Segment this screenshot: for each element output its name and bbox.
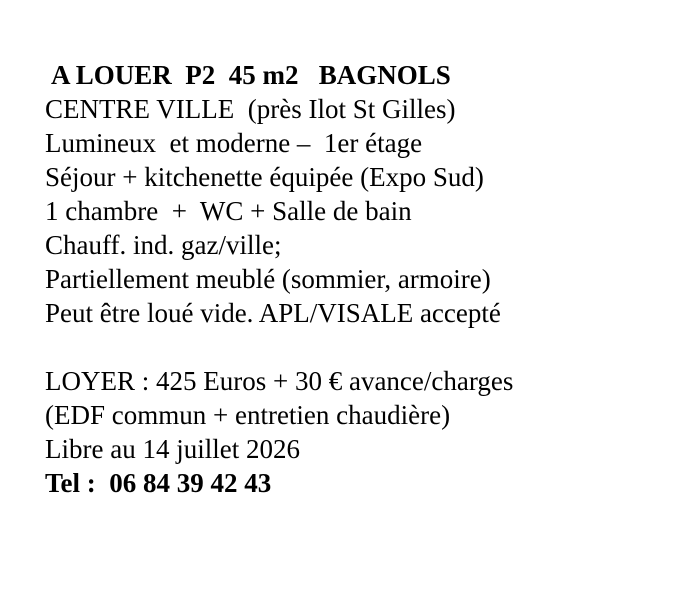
ad-rent-detail: (EDF commun + entretien chaudière) [45,400,451,430]
ad-living-room: Séjour + kitchenette équipée (Expo Sud) [45,162,484,192]
ad-location: CENTRE VILLE (près Ilot St Gilles) [45,94,456,124]
rental-ad [45,58,655,500]
ad-spacer [45,330,655,364]
ad-rent: LOYER : 425 Euros + 30 € avance/charges [45,366,514,396]
ad-availability: Libre au 14 juillet 2026 [45,434,300,464]
ad-furnishing: Partiellement meublé (sommier, armoire) [45,264,491,294]
ad-title: A LOUER P2 45 m2 BAGNOLS [51,60,451,90]
ad-features: Lumineux et moderne – 1er étage [45,128,423,158]
ad-phone: Tel : 06 84 39 42 43 [45,468,272,498]
ad-apl: Peut être loué vide. APL/VISALE accepté [45,298,501,328]
ad-rooms: 1 chambre + WC + Salle de bain [45,196,412,226]
ad-heating: Chauff. ind. gaz/ville; [45,230,282,260]
